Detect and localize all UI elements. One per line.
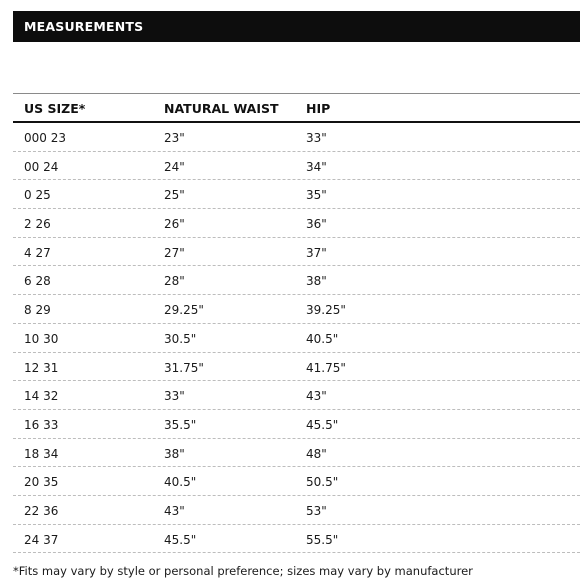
us-size-cell: 6 28 [24, 274, 51, 289]
natural-waist-cell: 38" [164, 446, 185, 461]
natural-waist-cell: 24" [164, 159, 185, 174]
hip-cell: 45.5" [306, 417, 339, 432]
hip-cell: 34" [306, 159, 327, 174]
measurements-header-bar [13, 11, 580, 42]
table-row [13, 266, 580, 295]
table-row [13, 439, 580, 468]
hip-cell: 39.25" [306, 303, 346, 318]
us-size-cell: 12 31 [24, 360, 59, 375]
table-row [13, 410, 580, 439]
us-size-cell: 16 33 [24, 417, 59, 432]
natural-waist-cell: 26" [164, 217, 185, 232]
hip-cell: 43" [306, 389, 327, 404]
hip-cell: 41.75" [306, 360, 346, 375]
table-row [13, 353, 580, 382]
column-header-natural-waist: NATURAL WAIST [164, 101, 279, 116]
table-header-row [0, 94, 580, 121]
natural-waist-cell: 45.5" [164, 532, 197, 547]
hip-cell: 40.5" [306, 331, 339, 346]
table-row [13, 295, 580, 324]
us-size-cell: 4 27 [24, 245, 51, 260]
natural-waist-cell: 30.5" [164, 331, 197, 346]
us-size-cell: 0 25 [24, 188, 51, 203]
hip-cell: 33" [306, 131, 327, 145]
us-size-cell: 14 32 [24, 389, 59, 404]
footnote: *Fits may vary by style or personal preference; sizes may vary by manufacturer [13, 564, 473, 578]
table-row [13, 238, 580, 267]
hip-cell: 50.5" [306, 475, 339, 490]
natural-waist-cell: 23" [164, 131, 185, 145]
natural-waist-cell: 33" [164, 389, 185, 404]
table-row [13, 152, 580, 181]
natural-waist-cell: 29.25" [164, 303, 204, 318]
us-size-cell: 10 30 [24, 331, 59, 346]
table-row [13, 180, 580, 209]
size-table-body [0, 123, 580, 553]
us-size-cell: 18 34 [24, 446, 59, 461]
hip-cell: 35" [306, 188, 327, 203]
natural-waist-cell: 27" [164, 245, 185, 260]
us-size-cell: 24 37 [24, 532, 59, 547]
us-size-cell: 2 26 [24, 217, 51, 232]
hip-cell: 48" [306, 446, 327, 461]
page-title: MEASUREMENTS [24, 19, 144, 34]
us-size-cell: 000 23 [24, 131, 66, 145]
hip-cell: 55.5" [306, 532, 339, 547]
table-row [13, 123, 580, 152]
hip-cell: 53" [306, 503, 327, 518]
natural-waist-cell: 25" [164, 188, 185, 203]
us-size-cell: 20 35 [24, 475, 59, 490]
table-row [13, 467, 580, 496]
us-size-cell: 00 24 [24, 159, 59, 174]
column-header-hip: HIP [306, 101, 331, 116]
natural-waist-cell: 28" [164, 274, 185, 289]
table-row [13, 381, 580, 410]
table-row [13, 496, 580, 525]
hip-cell: 38" [306, 274, 327, 289]
us-size-cell: 22 36 [24, 503, 59, 518]
natural-waist-cell: 43" [164, 503, 185, 518]
us-size-cell: 8 29 [24, 303, 51, 318]
column-header-us-size: US SIZE* [24, 101, 86, 116]
table-row [13, 209, 580, 238]
table-row [13, 525, 580, 554]
hip-cell: 36" [306, 217, 327, 232]
table-row [13, 324, 580, 353]
hip-cell: 37" [306, 245, 327, 260]
natural-waist-cell: 35.5" [164, 417, 197, 432]
natural-waist-cell: 31.75" [164, 360, 204, 375]
natural-waist-cell: 40.5" [164, 475, 197, 490]
